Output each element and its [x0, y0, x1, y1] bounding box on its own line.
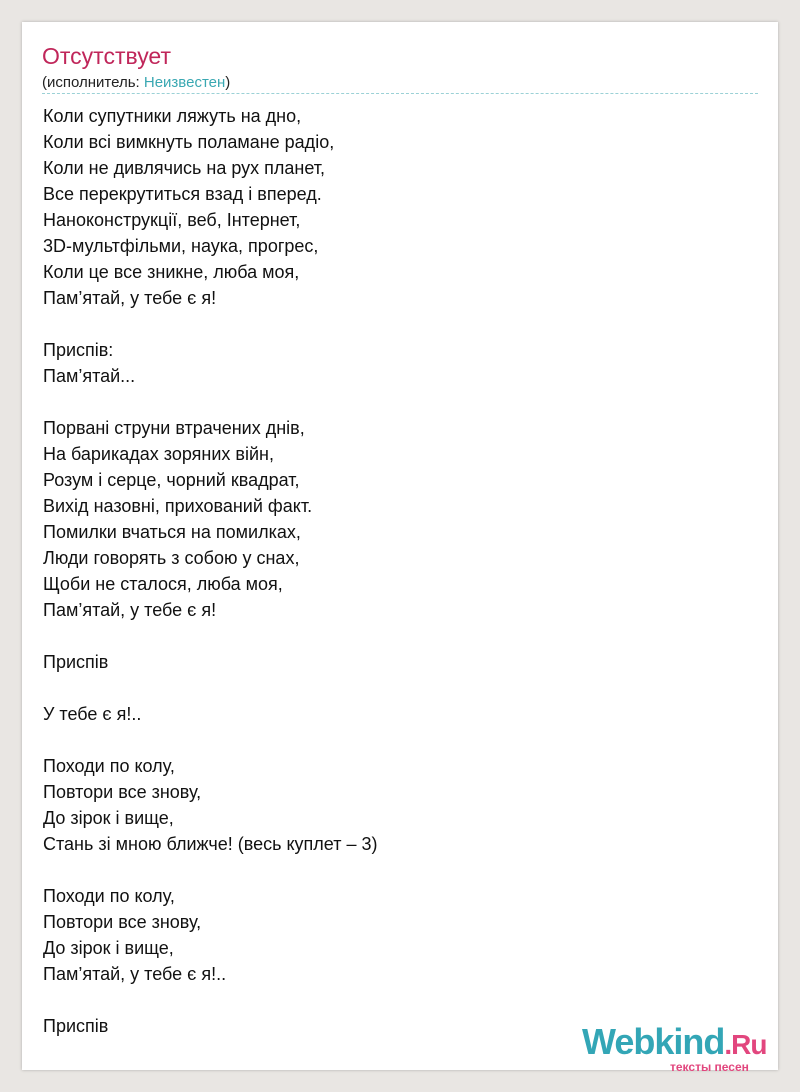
logo-wordmark: [582, 1022, 766, 1065]
title-divider: [42, 93, 758, 94]
logo-domain: .Ru: [724, 1029, 767, 1060]
lyrics-line: Приспів: [43, 652, 109, 672]
lyrics-line: Пам’ятай...: [43, 366, 136, 386]
lyrics-line: Порвані струни втрачених днів,: [43, 418, 305, 438]
lyrics-line: Походи по колу,: [43, 756, 175, 776]
lyrics-line: Люди говорять з собою у снах,: [43, 548, 300, 568]
lyrics-line: Приспів: [43, 1016, 109, 1036]
lyrics-line: Наноконструкції, веб, Інтернет,: [43, 210, 301, 230]
lyrics-line: 3D-мультфільми, наука, прогрес,: [43, 236, 319, 256]
artist-byline: [42, 73, 230, 93]
lyrics-line: Коли всі вимкнуть поламане радіо,: [43, 132, 335, 152]
lyrics-line: Приспів:: [43, 340, 114, 360]
lyrics-stanza: [43, 337, 743, 389]
lyrics-stanza: [43, 103, 743, 311]
artist-link[interactable]: Неизвестен: [143, 74, 226, 91]
lyrics-line: Повтори все знову,: [43, 912, 202, 932]
lyrics-line: Пам’ятай, у тебе є я!: [43, 600, 217, 620]
lyrics-line: Стань зі мною ближче! (весь куплет – 3): [43, 834, 378, 854]
lyrics-card: [22, 22, 778, 1074]
lyrics-line: На барикадах зоряних війн,: [43, 444, 274, 464]
lyrics-line: Пам’ятай, у тебе є я!: [43, 288, 217, 308]
lyrics-text: [43, 103, 743, 1065]
lyrics-line: У тебе є я!..: [43, 704, 142, 724]
logo-tagline: тексты песен: [670, 1060, 749, 1074]
lyrics-line: Все перекрутиться взад і вперед.: [43, 184, 322, 204]
lyrics-stanza: [43, 883, 743, 987]
lyrics-stanza: [43, 415, 743, 623]
lyrics-line: Походи по колу,: [43, 886, 175, 906]
lyrics-stanza: [43, 701, 743, 727]
lyrics-line: Вихід назовні, прихований факт.: [43, 496, 313, 516]
song-title: Отсутствует: [42, 43, 171, 69]
lyrics-line: Повтори все знову,: [43, 782, 202, 802]
lyrics-line: Пам’ятай, у тебе є я!..: [43, 964, 227, 984]
lyrics-stanza: [43, 649, 743, 675]
lyrics-stanza: [43, 753, 743, 857]
lyrics-line: Коли це все зникне, люба моя,: [43, 262, 300, 282]
logo-main-text: Webkind: [582, 1021, 725, 1062]
lyrics-line: До зірок і вище,: [43, 808, 174, 828]
site-logo[interactable]: [582, 1022, 782, 1082]
byline-suffix: ): [225, 74, 231, 91]
lyrics-line: Помилки вчаться на помилках,: [43, 522, 301, 542]
lyrics-line: Розум і серце, чорний квадрат,: [43, 470, 300, 490]
lyrics-line: Щоби не сталося, люба моя,: [43, 574, 283, 594]
lyrics-line: Коли не дивлячись на рух планет,: [43, 158, 326, 178]
lyrics-line: До зірок і вище,: [43, 938, 174, 958]
byline-prefix: (исполнитель:: [42, 74, 144, 91]
lyrics-line: Коли супутники ляжуть на дно,: [43, 106, 302, 126]
